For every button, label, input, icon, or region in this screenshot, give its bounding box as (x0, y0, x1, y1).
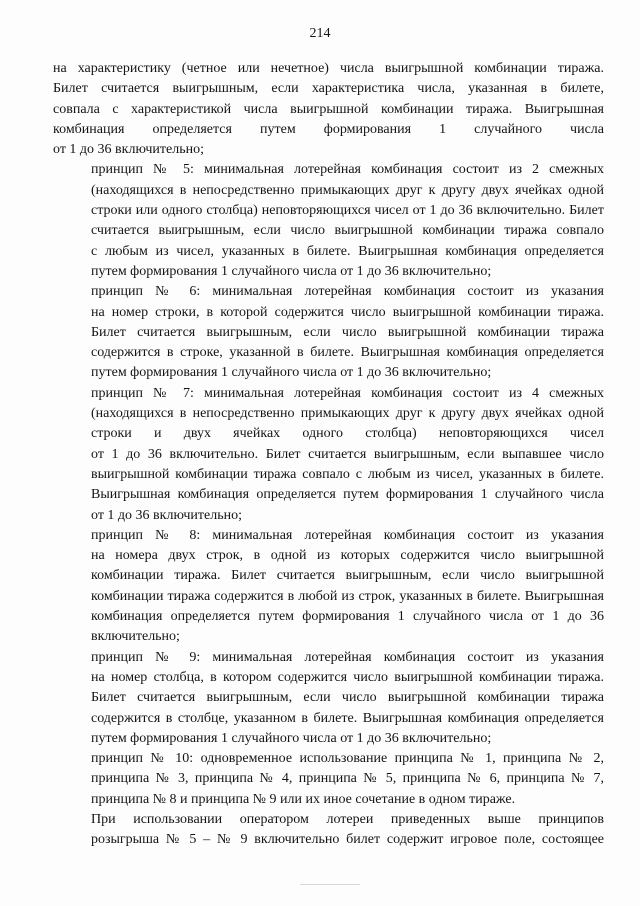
text-line: комбинация определяется путем формирования 1 случайного числа (53, 121, 604, 137)
text-line: включительно; (91, 629, 180, 645)
text-line: При использовании оператором лотереи приведенных выше принципов (91, 811, 604, 827)
text-line: принцип № 7: минимальная лотерейная комбинация состоит из 4 смежных (91, 385, 604, 401)
text-line: Выигрышная комбинация определяется путем формирования 1 случайного числа (91, 487, 604, 503)
text-line: принцип № 10: одновременное использование принципа № 1, принципа № 2, (91, 751, 604, 767)
text-line: принцип № 5: минимальная лотерейная комбинация состоит из 2 смежных (91, 162, 604, 178)
text-line: путем формирования 1 случайного числа от 1 до 36 включительно; (91, 730, 492, 746)
text-line: считается выигрышным, если число выигрышной комбинации тиража совпало (91, 223, 604, 239)
text-line: содержится в строке, указанной в билете. Выигрышная комбинация определяется (91, 345, 604, 361)
paragraph (53, 59, 604, 160)
text-line: на номер строки, в которой содержится число выигрышной комбинации тиража. (91, 304, 604, 320)
text-line: комбинации тиража. Билет считается выигрышным, если число выигрышной (91, 568, 604, 584)
paragraph (53, 282, 604, 383)
paragraph (53, 384, 604, 526)
text-line: от 1 до 36 включительно; (91, 507, 242, 523)
text-line: принцип № 9: минимальная лотерейная комбинация состоит из указания (91, 649, 604, 665)
text-line: Билет считается выигрышным, если число выигрышной комбинации тиража (91, 324, 604, 340)
text-line: совпала с характеристикой числа выигрышной комбинации тиража. Выигрышная (53, 101, 604, 117)
text-line: строки или одного столбца) неповторяющихся чисел от 1 до 36 включительно. Билет (91, 203, 604, 219)
text-line: от 1 до 36 включительно. Билет считается выигрышным, если выпавшее число (91, 446, 604, 462)
scan-mark (300, 884, 360, 885)
text-line: (находящихся в непосредственно примыкающих друг к другу двух ячейках одной (91, 406, 604, 422)
text-line: на номера двух строк, в одной из которых содержится число выигрышной (91, 548, 604, 564)
text-line: комбинации тиража содержится в любой из строк, указанных в билете. Выигрышная (91, 588, 604, 604)
text-line: путем формирования 1 случайного числа от 1 до 36 включительно; (91, 365, 492, 381)
text-line: принцип № 6: минимальная лотерейная комбинация состоит из указания (91, 284, 604, 300)
text-line: принципа № 3, принципа № 4, принципа № 5, принципа № 6, принципа № 7, (91, 771, 604, 787)
text-line: комбинация определяется путем формирования 1 случайного числа от 1 до 36 (91, 609, 604, 625)
text-line: содержится в столбце, указанном в билете. Выигрышная комбинация определяется (91, 710, 604, 726)
text-line: путем формирования 1 случайного числа от 1 до 36 включительно; (91, 263, 492, 279)
text-line: на характеристику (четное или нечетное) числа выигрышной комбинации тиража. (53, 61, 604, 76)
paragraph (53, 160, 604, 282)
body-text (53, 59, 604, 851)
text-line: принципа № 8 и принципа № 9 или их иное сочетание в одном тираже. (91, 791, 516, 807)
paragraph (53, 749, 604, 810)
text-line: Билет считается выигрышным, если характеристика числа, указанная в билете, (53, 81, 604, 97)
paragraph (53, 526, 604, 648)
text-line: принцип № 8: минимальная лотерейная комбинация состоит из указания (91, 527, 604, 543)
page-number: 214 (309, 26, 331, 41)
text-line: с любым из чисел, указанных в билете. Выигрышная комбинация определяется (91, 243, 604, 259)
text-line: выигрышной комбинации тиража совпало с любым из чисел, указанных в билете. (91, 466, 604, 482)
text-line: Билет считается выигрышным, если число выигрышной комбинации тиража (91, 690, 604, 706)
text-line: от 1 до 36 включительно; (53, 142, 204, 158)
text-line: строки и двух ячейках одного столбца) неповторяющихся чисел (91, 426, 604, 442)
text-line: на номер столбца, в котором содержится число выигрышной комбинации тиража. (91, 669, 604, 685)
paragraph (53, 810, 604, 851)
paragraph (53, 648, 604, 749)
text-line: розыгрыша № 5 – № 9 включительно билет содержит игровое поле, состоящее (91, 832, 604, 848)
text-line: (находящихся в непосредственно примыкающих друг к другу двух ячейках одной (91, 182, 604, 198)
